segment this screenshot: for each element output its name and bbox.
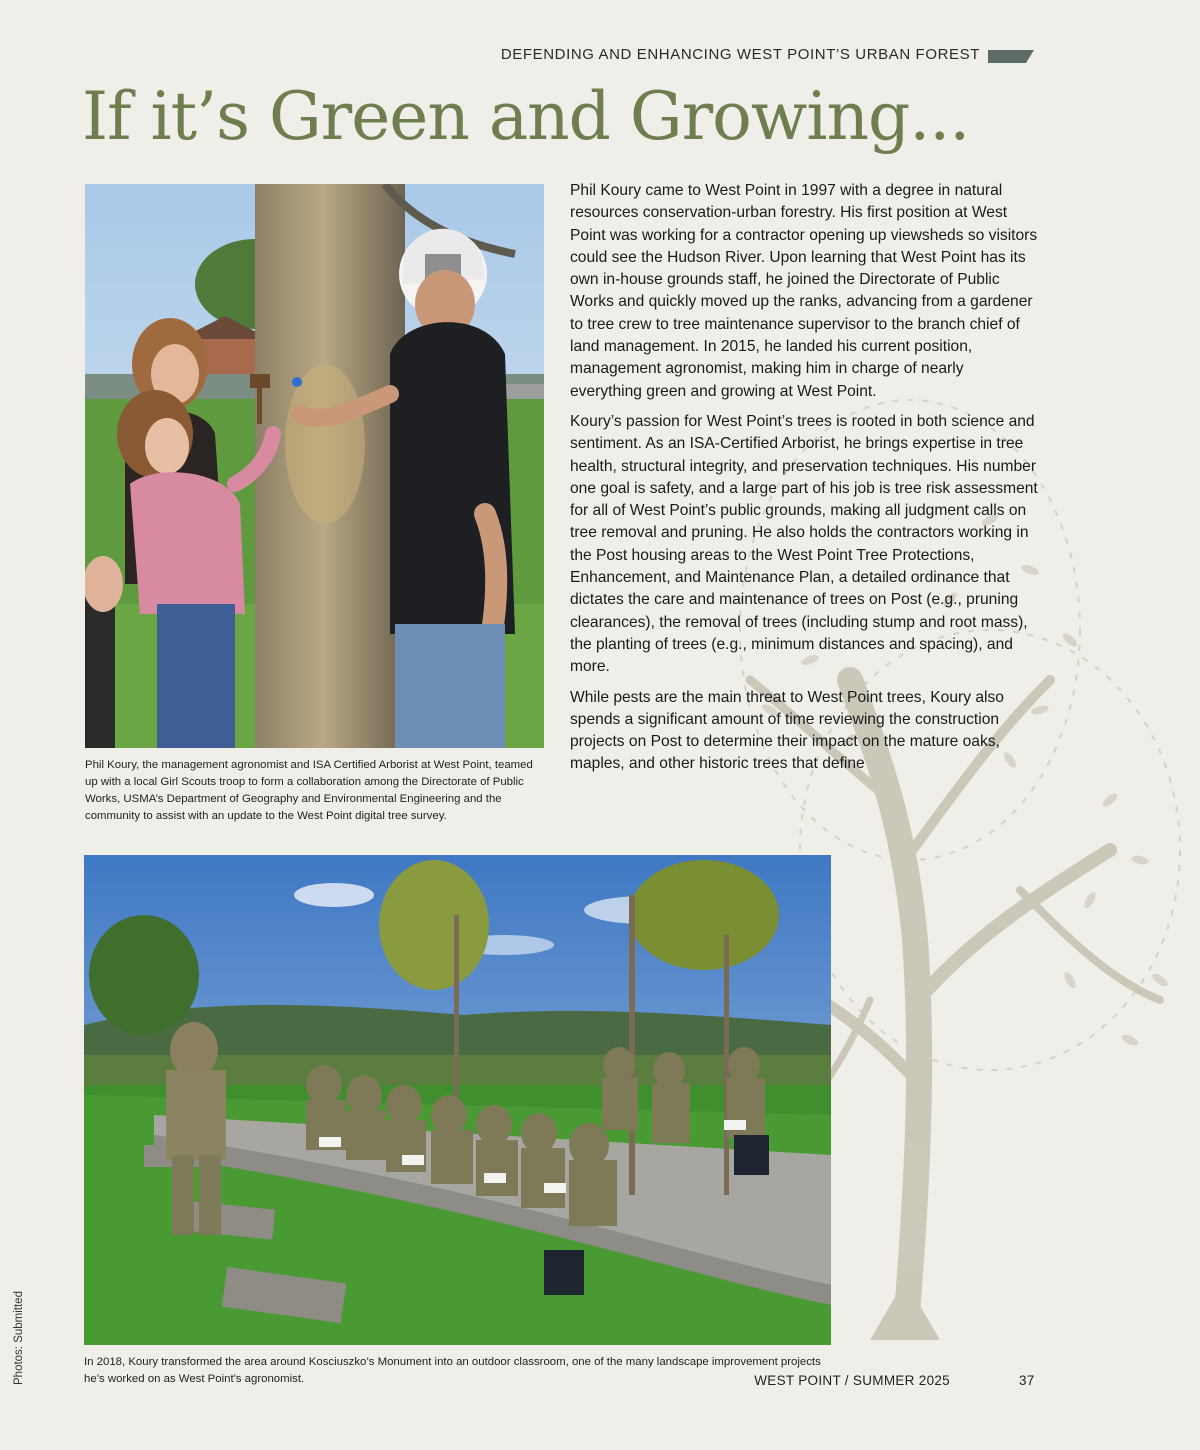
header-accent-bar [988, 50, 1034, 63]
footer-magazine-issue: WEST POINT / SUMMER 2025 [754, 1373, 950, 1388]
bottom-photo-caption: In 2018, Koury transformed the area around Kosciuszko’s Monument into an outdoor classroom, one of the many landscape improvement projects he’s worked on as West Point's agronomist. [84, 1356, 821, 1385]
article-body [570, 180, 1038, 784]
article-paragraph-2: Koury’s passion for West Point’s trees is rooted in both science and sentiment. As an ISA-Certified Arborist, he brings expertise in tree health, structural integrity, and preservation techniques. His number one goal is safety, and a large part of his job is tree risk assessment for all of West Point’s public grounds, making all judgment calls on tree removal and pruning. He also holds the contractors working in the Post housing areas to the West Point Tree Protections, Enhancement, and Maintenance Plan, a detailed ordinance that dictates the care and maintenance of trees on Post (e.g., pruning clearances), the removal of trees (including stump and root mass), the planting of trees (e.g., minimum distances and spacing), and more. [570, 412, 1038, 676]
article-title: If it’s Green and Growing... [82, 78, 970, 155]
arborist-girl-scouts-photo [85, 184, 544, 748]
article-paragraph-3: While pests are the main threat to West Point trees, Koury also spends a significant amount of time reviewing the construction projects on Post to determine their impact on the mature oaks, maples, and other historic trees that define [570, 688, 1004, 773]
photo-credit: Photos: Submitted [13, 1291, 25, 1385]
article-paragraph-1: Phil Koury came to West Point in 1997 with a degree in natural resources conservation-urban forestry. His first position at West Point was working for a contractor opening up viewsheds so visitors could see the Hudson River. Upon learning that West Point has its own in-house grounds staff, he joined the Directorate of Public Works and quickly moved up the ranks, advancing from a gardener to tree crew to tree maintenance supervisor to the branch chief of land management. In 2015, he landed his current position, management agronomist, making him in charge of nearly everything green and growing at West Point. [570, 182, 1038, 400]
page-number: 37 [1019, 1373, 1035, 1388]
top-photo-caption: Phil Koury, the management agronomist and ISA Certified Arborist at West Point, teamed up with a local Girl Scouts troop to form a collaboration among the Directorate of Public Works, USMA’s Department of Geography and Environmental Engineering and the community to assist with an update to the West Point digital tree survey. [85, 759, 533, 822]
outdoor-classroom-photo [84, 855, 831, 1345]
section-header: DEFENDING AND ENHANCING WEST POINT’S URBAN FOREST [500, 46, 980, 63]
